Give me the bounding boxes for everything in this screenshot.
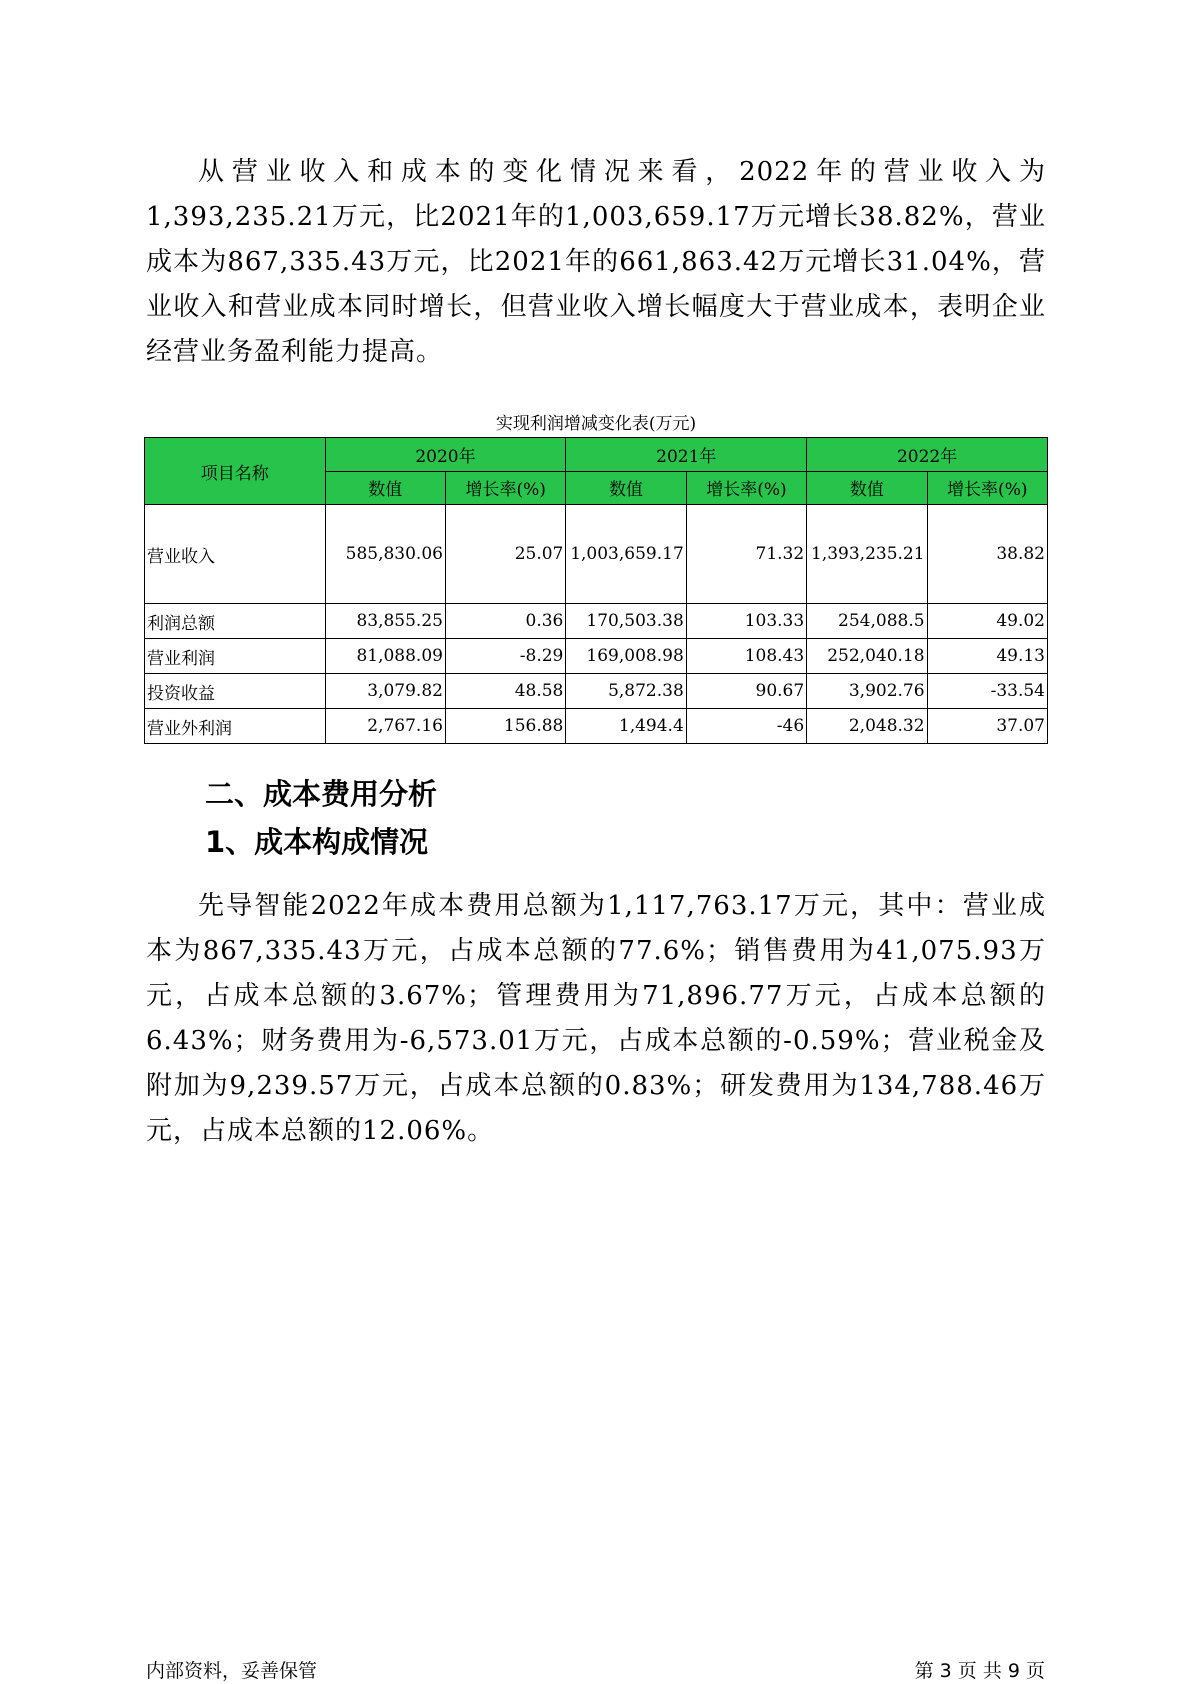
table-cell: 585,830.06	[325, 505, 445, 604]
table-cell: 81,088.09	[325, 639, 445, 674]
table-cell: 1,393,235.21	[807, 505, 927, 604]
table-cell: 38.82	[927, 505, 1047, 604]
table-cell: 169,008.98	[566, 639, 686, 674]
table-cell: -33.54	[927, 674, 1047, 709]
table-cell: 2,048.32	[807, 709, 927, 744]
table-caption: 实现利润增减变化表(万元)	[495, 414, 697, 434]
table-cell: 170,503.38	[566, 604, 686, 639]
row-label: 投资收益	[145, 674, 326, 709]
table-row	[145, 505, 1048, 604]
table-cell: 254,088.5	[807, 604, 927, 639]
footer-confidential-note: 内部资料，妥善保管	[146, 1660, 318, 1682]
value-header: 数值	[807, 471, 927, 505]
table-cell: 25.07	[445, 505, 565, 604]
table-cell: 83,855.25	[325, 604, 445, 639]
table-cell: 49.13	[927, 639, 1047, 674]
page-number: 第 3 页 共 9 页	[914, 1660, 1045, 1682]
cost-paragraph: 先导智能2022年成本费用总额为1,117,763.17万元，其中：营业成本为867,335.43万元，占成本总额的77.6%；销售费用为41,075.93万元，占成本总额的3.67%；管理费用为71,896.77万元，占成本总额的6.43%；财务费用为-6,573.01万元，占成本总额的-0.59%；营业税金及附加为9,239.57万元，占成本总额的0.83%；研发费用为134,788.46万元，占成本总额的12.06%。	[146, 891, 1046, 1146]
table-cell: 49.02	[927, 604, 1047, 639]
table-cell: 5,872.38	[566, 674, 686, 709]
table-row	[145, 604, 1048, 639]
growth-header: 增长率(%)	[927, 471, 1047, 505]
table-cell: 2,767.16	[325, 709, 445, 744]
table-cell: 1,494.4	[566, 709, 686, 744]
growth-header: 增长率(%)	[686, 471, 806, 505]
value-header: 数值	[566, 471, 686, 505]
item-name-header: 项目名称	[145, 438, 326, 505]
row-label: 营业利润	[145, 639, 326, 674]
table-cell: 3,079.82	[325, 674, 445, 709]
table-cell: 48.58	[445, 674, 565, 709]
section-heading: 二、成本费用分析	[205, 777, 438, 811]
table-cell: 252,040.18	[807, 639, 927, 674]
table-cell: -46	[686, 709, 806, 744]
year-header-2020: 2020年	[325, 438, 566, 472]
table-cell: 37.07	[927, 709, 1047, 744]
table-cell: 108.43	[686, 639, 806, 674]
table-cell: 71.32	[686, 505, 806, 604]
year-header-2021: 2021年	[566, 438, 807, 472]
table-cell: 1,003,659.17	[566, 505, 686, 604]
subsection-heading: 1、成本构成情况	[205, 825, 429, 859]
table-cell: 103.33	[686, 604, 806, 639]
row-label: 营业外利润	[145, 709, 326, 744]
table-row	[145, 639, 1048, 674]
table-cell: 3,902.76	[807, 674, 927, 709]
table-row	[145, 709, 1048, 744]
row-label: 利润总额	[145, 604, 326, 639]
table-cell: 156.88	[445, 709, 565, 744]
growth-header: 增长率(%)	[445, 471, 565, 505]
year-header-2022: 2022年	[807, 438, 1048, 472]
profit-change-table	[144, 437, 1048, 744]
table-row	[145, 674, 1048, 709]
intro-paragraph: 从营业收入和成本的变化情况来看，2022年的营业收入为1,393,235.21万元，比2021年的1,003,659.17万元增长38.82%，营业成本为867,335.43万元，比2021年的661,863.42万元增长31.04%，营业收入和营业成本同时增长，但营业收入增长幅度大于营业成本，表明企业经营业务盈利能力提高。	[146, 157, 1046, 367]
table-cell: 0.36	[445, 604, 565, 639]
table-cell: 90.67	[686, 674, 806, 709]
table-cell: -8.29	[445, 639, 565, 674]
value-header: 数值	[325, 471, 445, 505]
row-label: 营业收入	[145, 505, 326, 604]
